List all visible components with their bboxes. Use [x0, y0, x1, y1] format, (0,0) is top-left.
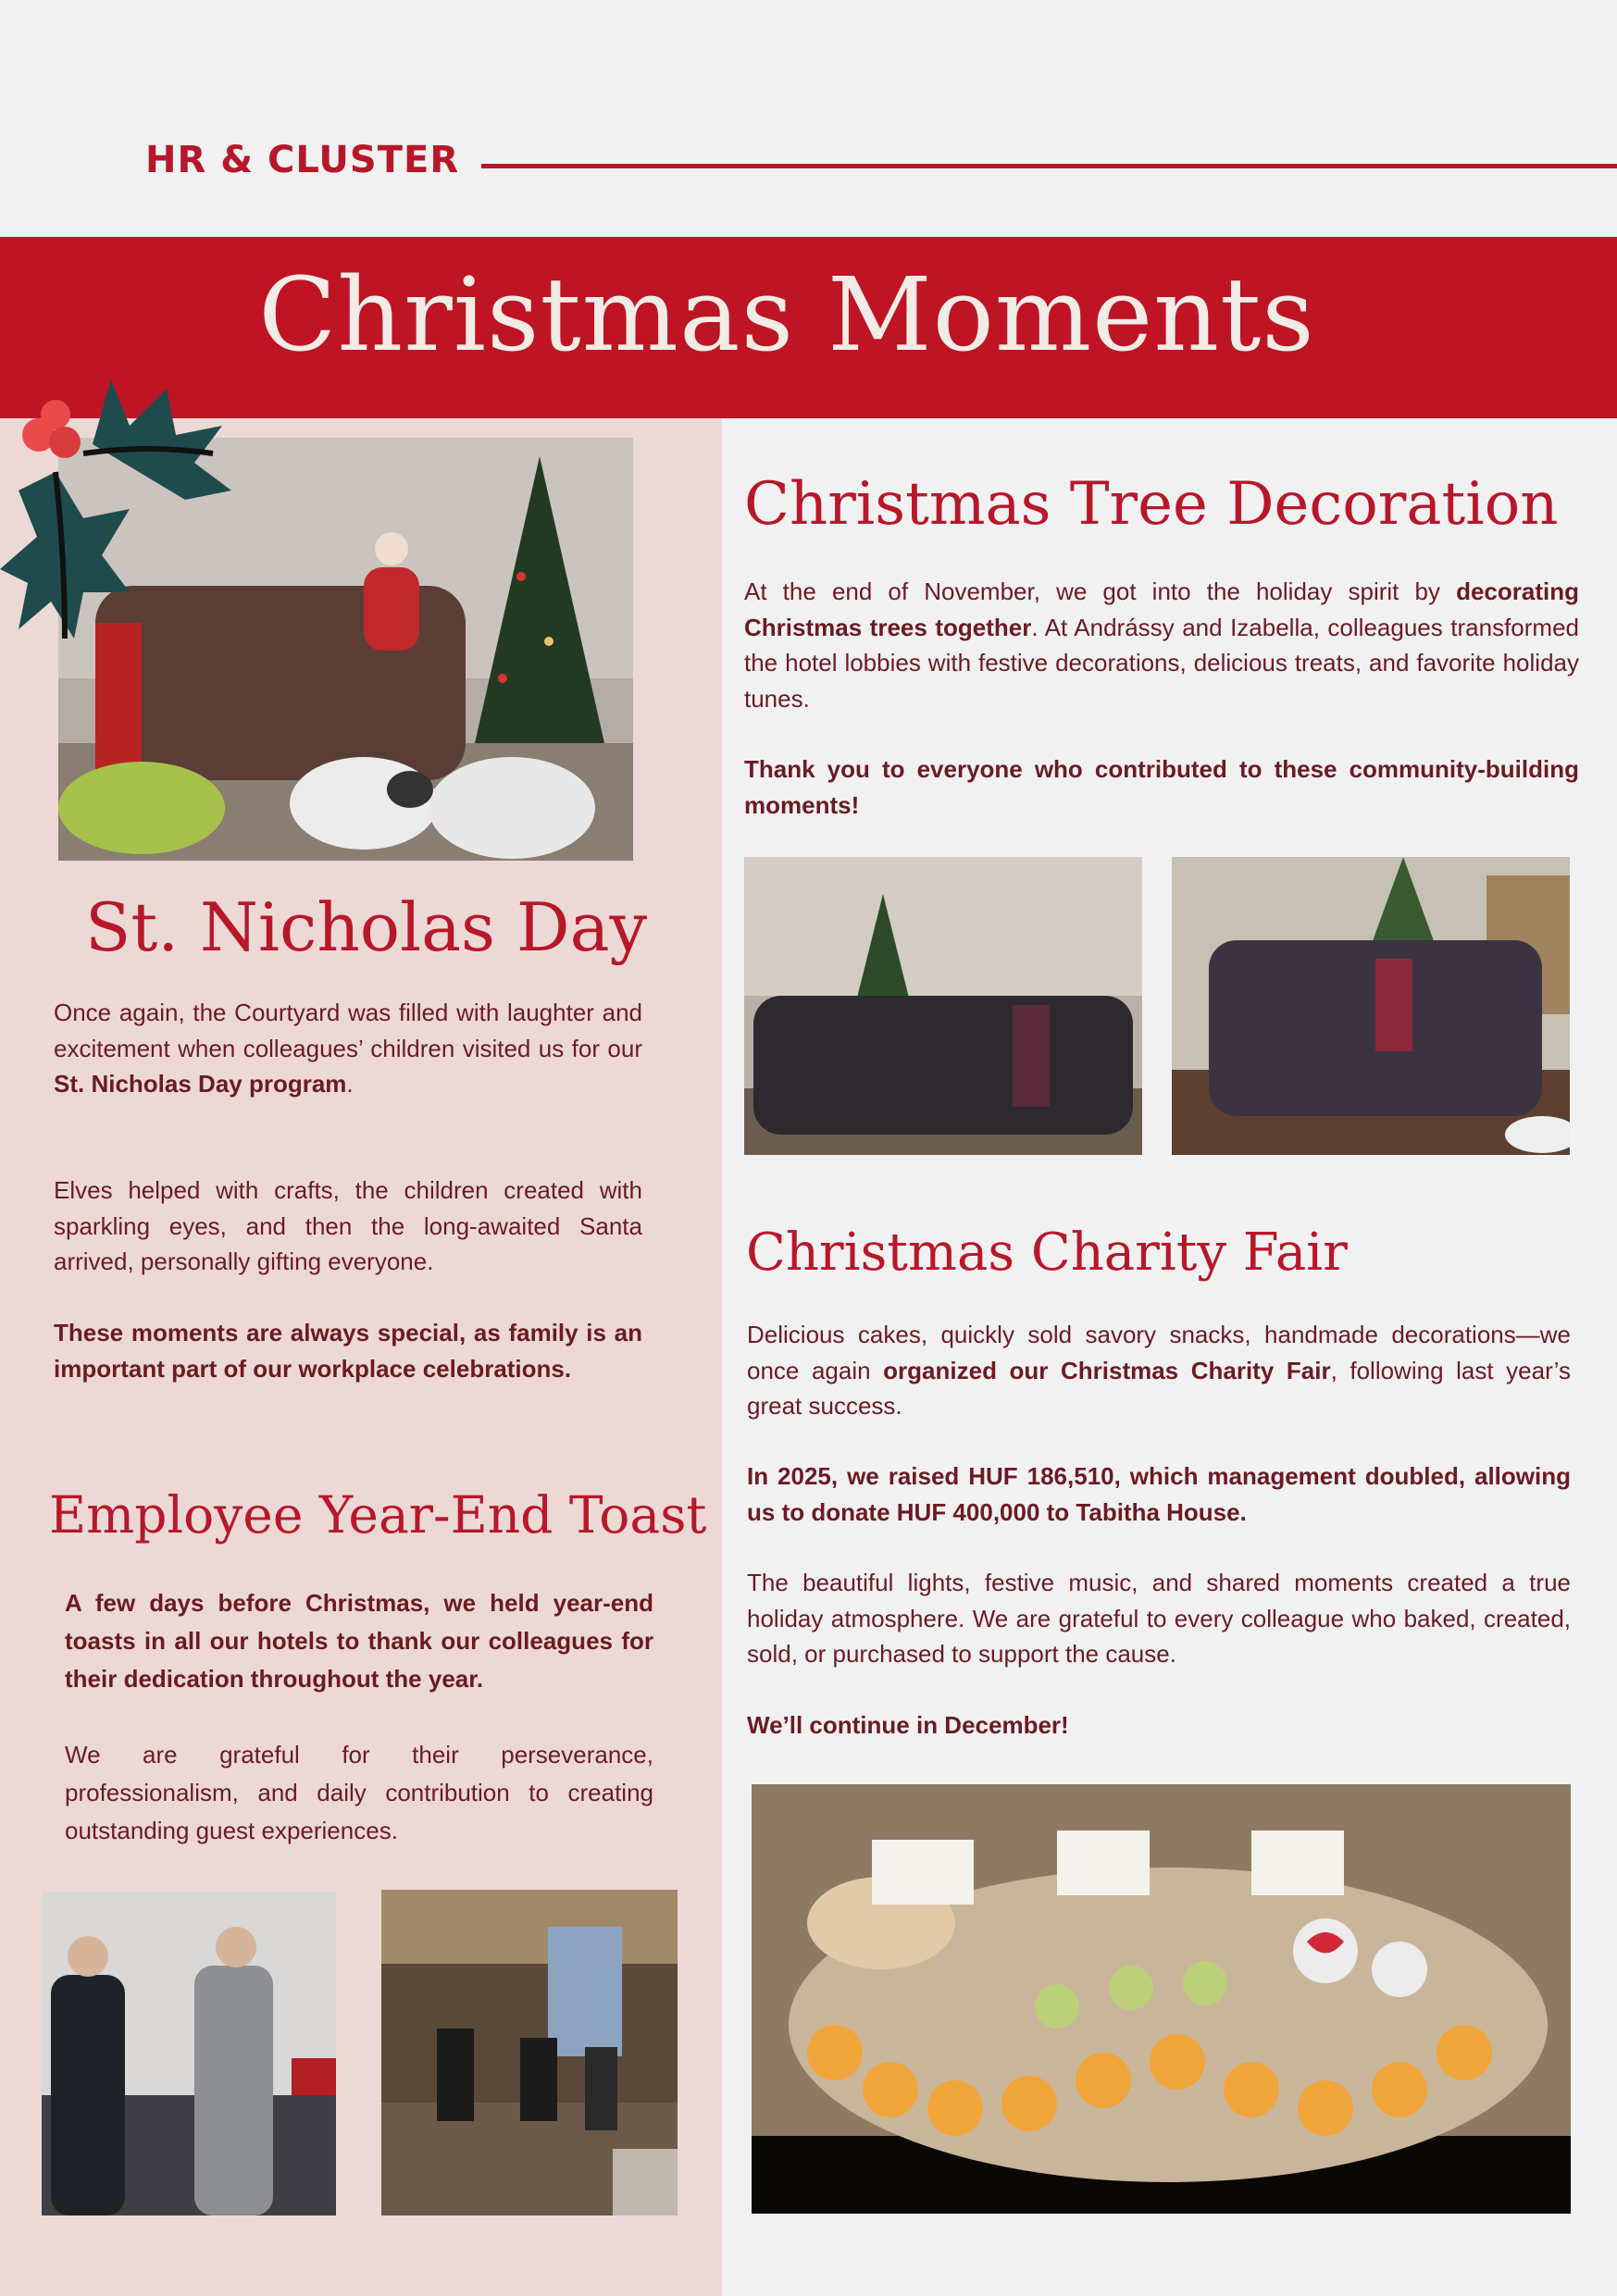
- charity-fair-table-photo: [752, 1784, 1571, 2214]
- section-divider: [481, 164, 1617, 168]
- toast-speakers-photo: [42, 1892, 336, 2215]
- toast-hotel-lobby-photo: [381, 1890, 678, 2215]
- holly-icon: [0, 370, 278, 657]
- fair-paragraph-2: In 2025, we raised HUF 186,510, which management doubled, allowing us to donate HUF 400,000 to Tabitha House.: [747, 1462, 1571, 1526]
- tree-team-photo-2: [1172, 857, 1570, 1155]
- toast-heading: Employee Year-End Toast: [49, 1485, 707, 1545]
- toast-paragraph-2: We are grateful for their perseverance, professionalism, and daily contribution to creating outstanding guest experiences.: [65, 1741, 653, 1844]
- tree-decoration-heading: Christmas Tree Decoration: [744, 470, 1559, 539]
- toast-paragraph-1: A few days before Christmas, we held year-end toasts in all our hotels to thank our colleagues for their dedication throughout the year.: [65, 1589, 653, 1693]
- tree-paragraph-1: At the end of November, we got into the holiday spirit by decorating Christmas trees together. At Andrássy and Izabella, colleagues transformed the hotel lobbies with festive decorations, delicious treats, and favorite holiday tunes.: [744, 577, 1579, 713]
- charity-fair-heading: Christmas Charity Fair: [746, 1222, 1348, 1283]
- fair-paragraph-1: Delicious cakes, quickly sold savory snacks, handmade decorations—we once again organized our Christmas Charity Fair, following last year’s great success.: [747, 1321, 1571, 1420]
- section-label: HR & CLUSTER: [145, 139, 460, 181]
- fair-paragraph-4: We’ll continue in December!: [747, 1711, 1069, 1739]
- tree-team-photo-1: [744, 857, 1142, 1155]
- st-nicholas-heading: St. Nicholas Day: [85, 888, 648, 966]
- tree-paragraph-2: Thank you to everyone who contributed to these community-building moments!: [744, 755, 1579, 819]
- fair-paragraph-3: The beautiful lights, festive music, and shared moments created a true holiday atmosphere. We are grateful to every colleague who baked, created, sold, or purchased to support the cause.: [747, 1569, 1571, 1668]
- st-nicholas-paragraph-3: These moments are always special, as family is an important part of our workplace celebrations.: [54, 1319, 642, 1383]
- st-nicholas-paragraph-2: Elves helped with crafts, the children created with sparkling eyes, and then the long-awaited Santa arrived, personally gifting everyone.: [54, 1176, 642, 1275]
- page-title: Christmas Moments: [258, 255, 1315, 374]
- st-nicholas-paragraph-1: Once again, the Courtyard was filled with laughter and excitement when colleagues’ children visited us for our St. Nicholas Day program.: [54, 999, 642, 1098]
